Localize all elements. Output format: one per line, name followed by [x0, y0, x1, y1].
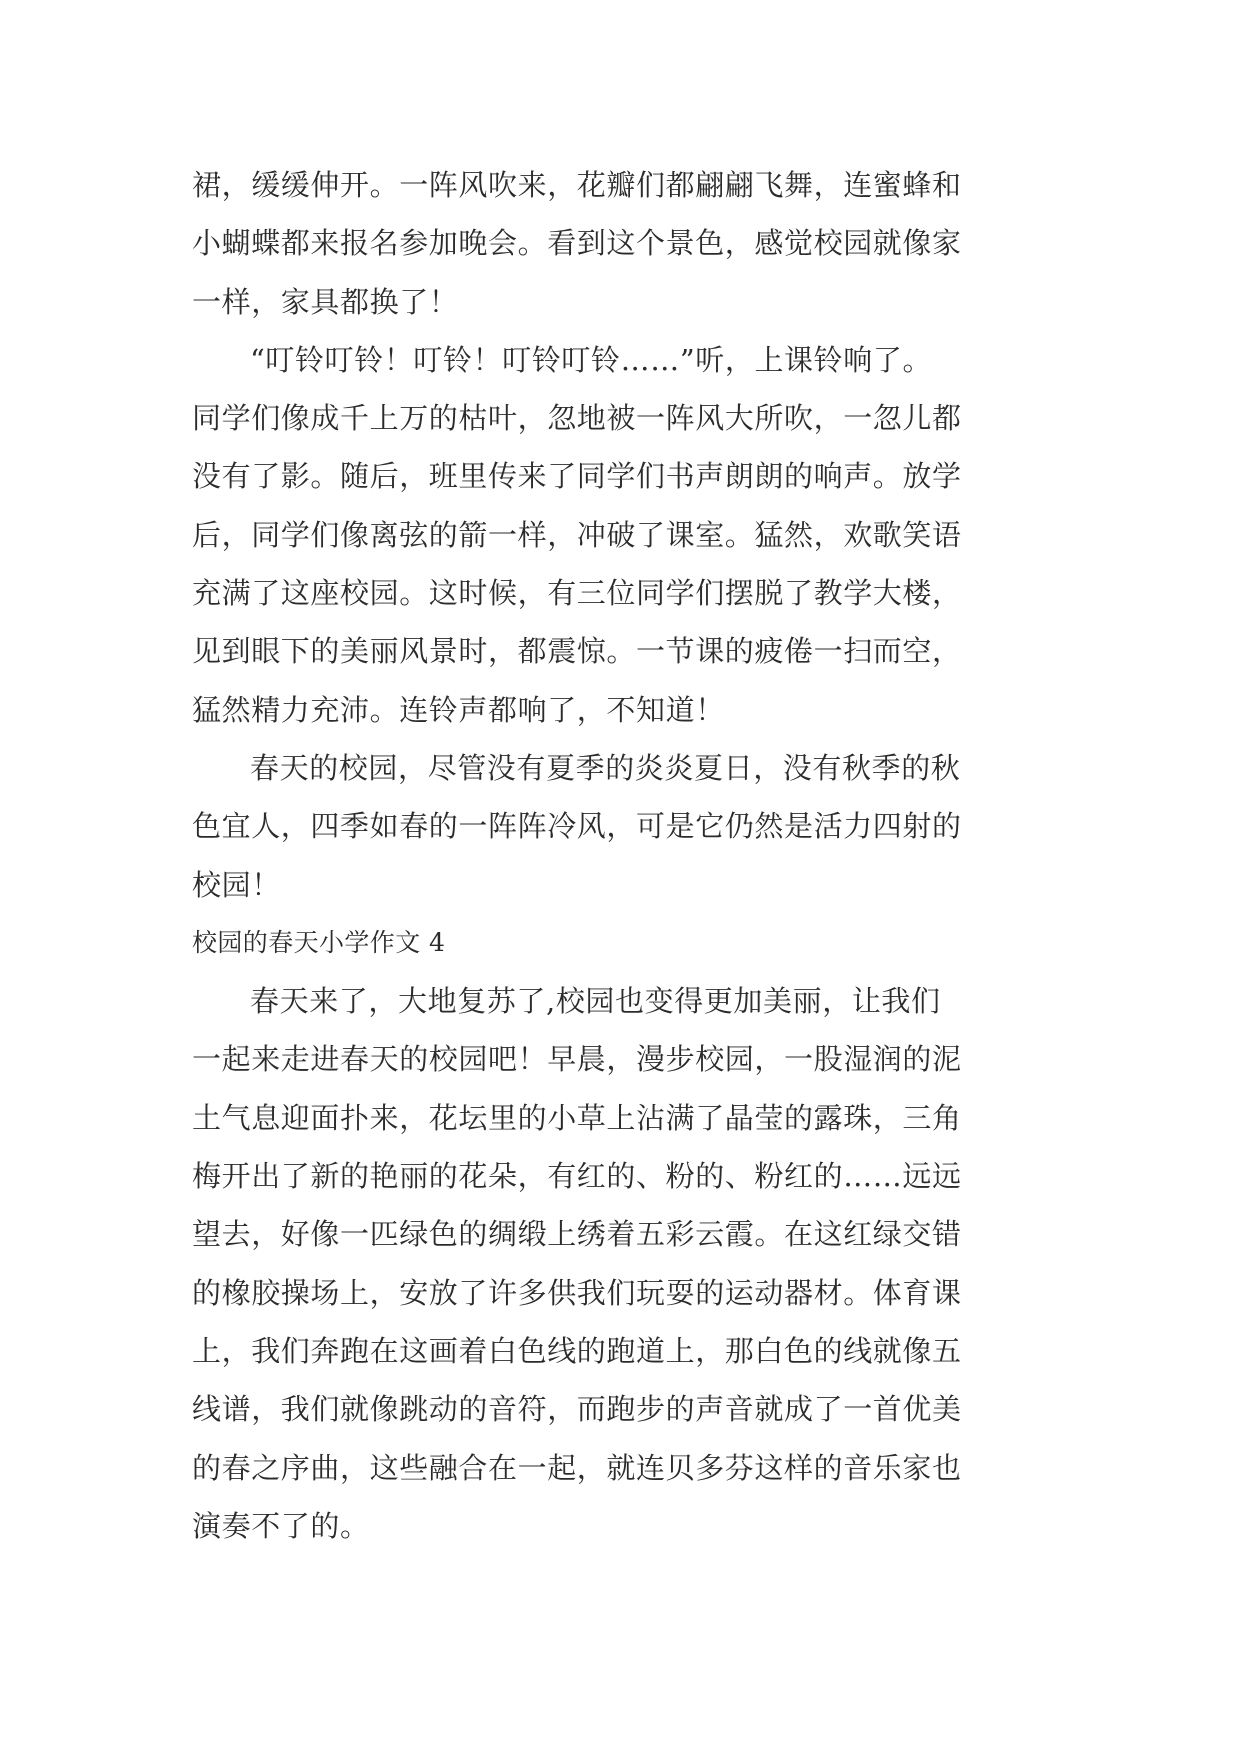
paragraph-first-line: 春天的校园，尽管没有夏季的炎炎夏日，没有秋季的秋: [250, 750, 961, 785]
text-line: 见到眼下的美丽风景时，都震惊。一节课的疲倦一扫而空，: [192, 634, 962, 669]
text-line: 上，我们奔跑在这画着白色线的跑道上，那白色的线就像五: [192, 1333, 962, 1368]
text-line: 猛然精力充沛。连铃声都响了，不知道！: [192, 692, 725, 727]
text-line: 的橡胶操场上，安放了许多供我们玩耍的运动器材。体育课: [192, 1275, 962, 1310]
text-line: 校园！: [192, 867, 281, 902]
text-line: 土气息迎面扑来，花坛里的小草上沾满了晶莹的露珠，三角: [192, 1100, 962, 1135]
text-line: 色宜人，四季如春的一阵阵冷风，可是它仍然是活力四射的: [192, 809, 962, 844]
text-line: 演奏不了的。: [192, 1508, 370, 1543]
text-line: 后，同学们像离弦的箭一样，冲破了课室。猛然，欢歌笑语: [192, 517, 962, 552]
text-line: 一样，家具都换了！: [192, 284, 459, 319]
text-line: 望去，好像一匹绿色的绸缎上绣着五彩云霞。在这红绿交错: [192, 1217, 962, 1252]
text-line: 梅开出了新的艳丽的花朵，有红的、粉的、粉红的……远远: [192, 1159, 962, 1194]
text-line: 充满了这座校园。这时候，有三位同学们摆脱了教学大楼，: [192, 576, 962, 611]
text-line: 的春之序曲，这些融合在一起，就连贝多芬这样的音乐家也: [192, 1450, 962, 1485]
document-body: [192, 156, 1092, 1555]
paragraph-first-line: “叮铃叮铃！叮铃！叮铃叮铃……”听，上课铃响了。: [250, 342, 933, 377]
text-line: 一起来走进春天的校园吧！早晨，漫步校园，一股湿润的泥: [192, 1042, 962, 1077]
text-line: 同学们像成千上万的枯叶，忽地被一阵风大所吹，一忽儿都: [192, 401, 962, 436]
text-line: 没有了影。随后，班里传来了同学们书声朗朗的响声。放学: [192, 459, 962, 494]
section-heading: 校园的春天小学作文 4: [192, 927, 446, 957]
text-line: 小蝴蝶都来报名参加晚会。看到这个景色，感觉校园就像家: [192, 226, 962, 261]
text-line: 线谱，我们就像跳动的音符，而跑步的声音就成了一首优美: [192, 1392, 962, 1427]
paragraph-first-line: 春天来了，大地复苏了,校园也变得更加美丽，让我们: [250, 984, 941, 1019]
text-line: 裙，缓缓伸开。一阵风吹来，花瓣们都翩翩飞舞，连蜜蜂和: [192, 168, 962, 202]
